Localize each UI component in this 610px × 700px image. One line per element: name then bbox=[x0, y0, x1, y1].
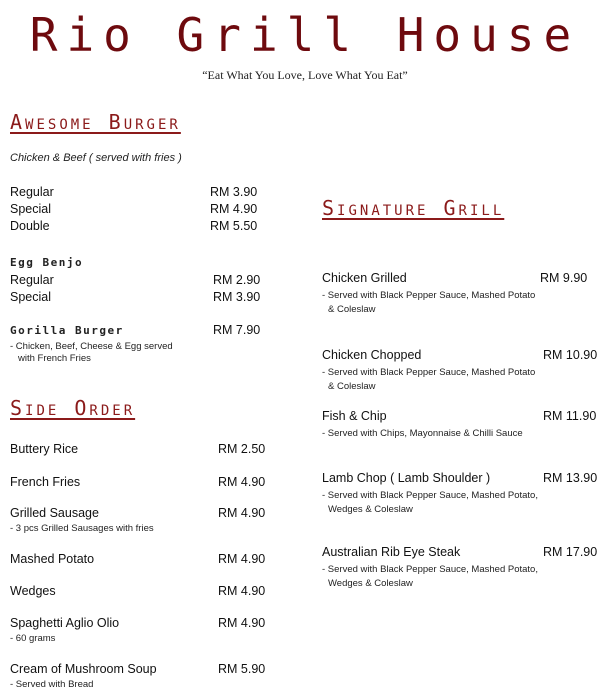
tagline: “Eat What You Love, Love What You Eat” bbox=[202, 68, 408, 82]
menu-item-desc: Wedges & Coleslaw bbox=[328, 578, 413, 589]
menu-item-name: Mashed Potato bbox=[10, 552, 95, 566]
menu-item-name: Australian Rib Eye Steak bbox=[322, 545, 461, 559]
gorilla-burger-desc: - Chicken, Beef, Cheese & Egg served bbox=[10, 341, 173, 352]
menu-item-price: RM 4.90 bbox=[218, 616, 266, 630]
restaurant-title: Rio Grill House bbox=[29, 8, 581, 62]
menu-item-price: RM 10.90 bbox=[543, 348, 598, 362]
menu-item-desc: - Served with Black Pepper Sauce, Mashed Potato, bbox=[322, 564, 538, 575]
menu-item-desc: - Served with Black Pepper Sauce, Mashed Potato, bbox=[322, 490, 538, 501]
menu-item-desc: & Coleslaw bbox=[328, 381, 376, 392]
menu-item-price: RM 5.50 bbox=[210, 219, 258, 233]
subheading-egg-benjo: Egg Benjo bbox=[10, 256, 84, 269]
section-heading-side-order: Side Order bbox=[10, 396, 136, 420]
menu-item-desc: - Served with Black Pepper Sauce, Mashed Potato bbox=[322, 290, 536, 301]
menu-item-desc: - Served with Bread bbox=[10, 679, 94, 690]
menu-item-price: RM 17.90 bbox=[543, 545, 598, 559]
menu-item-price: RM 3.90 bbox=[213, 290, 261, 304]
menu-item-name: Double bbox=[10, 219, 50, 233]
menu-item-name: Regular bbox=[10, 185, 54, 199]
menu-item-price: RM 4.90 bbox=[210, 202, 258, 216]
menu-item-desc: - 3 pcs Grilled Sausages with fries bbox=[10, 523, 154, 534]
menu-item-name: Special bbox=[10, 202, 51, 216]
menu-item-name: French Fries bbox=[10, 475, 81, 489]
menu-item-price: RM 4.90 bbox=[218, 506, 266, 520]
menu-item-name: Lamb Chop ( Lamb Shoulder ) bbox=[322, 471, 491, 485]
menu-item-name: Wedges bbox=[10, 584, 56, 598]
menu-item-name: Spaghetti Aglio Olio bbox=[10, 616, 120, 630]
menu-item-price: RM 4.90 bbox=[218, 475, 266, 489]
menu-item-price: RM 4.90 bbox=[218, 584, 266, 598]
menu-item-price: RM 11.90 bbox=[543, 409, 597, 423]
menu-item-name: Fish & Chip bbox=[322, 409, 387, 423]
menu-item-desc: Wedges & Coleslaw bbox=[328, 504, 413, 515]
subheading-gorilla-burger: Gorilla Burger bbox=[10, 324, 124, 337]
menu-item-desc: & Coleslaw bbox=[328, 304, 376, 315]
menu-item-name: Regular bbox=[10, 273, 54, 287]
menu-item-price: RM 9.90 bbox=[540, 271, 588, 285]
gorilla-burger-desc: with French Fries bbox=[18, 353, 91, 364]
menu-item-desc: - 60 grams bbox=[10, 633, 56, 644]
menu-item-name: Chicken Chopped bbox=[322, 348, 422, 362]
section-heading-awesome-burger: Awesome Burger bbox=[10, 110, 181, 134]
menu-item-name: Buttery Rice bbox=[10, 442, 79, 456]
menu-item-name: Cream of Mushroom Soup bbox=[10, 662, 157, 676]
menu-item-name: Grilled Sausage bbox=[10, 506, 99, 520]
menu-item-price: RM 13.90 bbox=[543, 471, 598, 485]
menu-item-price: RM 2.50 bbox=[218, 442, 266, 456]
menu-item-price: RM 2.90 bbox=[213, 273, 261, 287]
menu-item-desc: - Served with Black Pepper Sauce, Mashed Potato bbox=[322, 367, 536, 378]
menu-item-price: RM 4.90 bbox=[218, 552, 266, 566]
gorilla-burger-price: RM 7.90 bbox=[213, 323, 261, 337]
menu-item-desc: - Served with Chips, Mayonnaise & Chilli Sauce bbox=[322, 428, 523, 439]
menu-item-name: Special bbox=[10, 290, 51, 304]
menu-item-price: RM 5.90 bbox=[218, 662, 266, 676]
menu-item-price: RM 3.90 bbox=[210, 185, 258, 199]
menu-item-name: Chicken Grilled bbox=[322, 271, 407, 285]
burger-note: Chicken & Beef ( served with fries ) bbox=[10, 152, 182, 164]
section-heading-signature-grill: Signature Grill bbox=[322, 196, 505, 220]
